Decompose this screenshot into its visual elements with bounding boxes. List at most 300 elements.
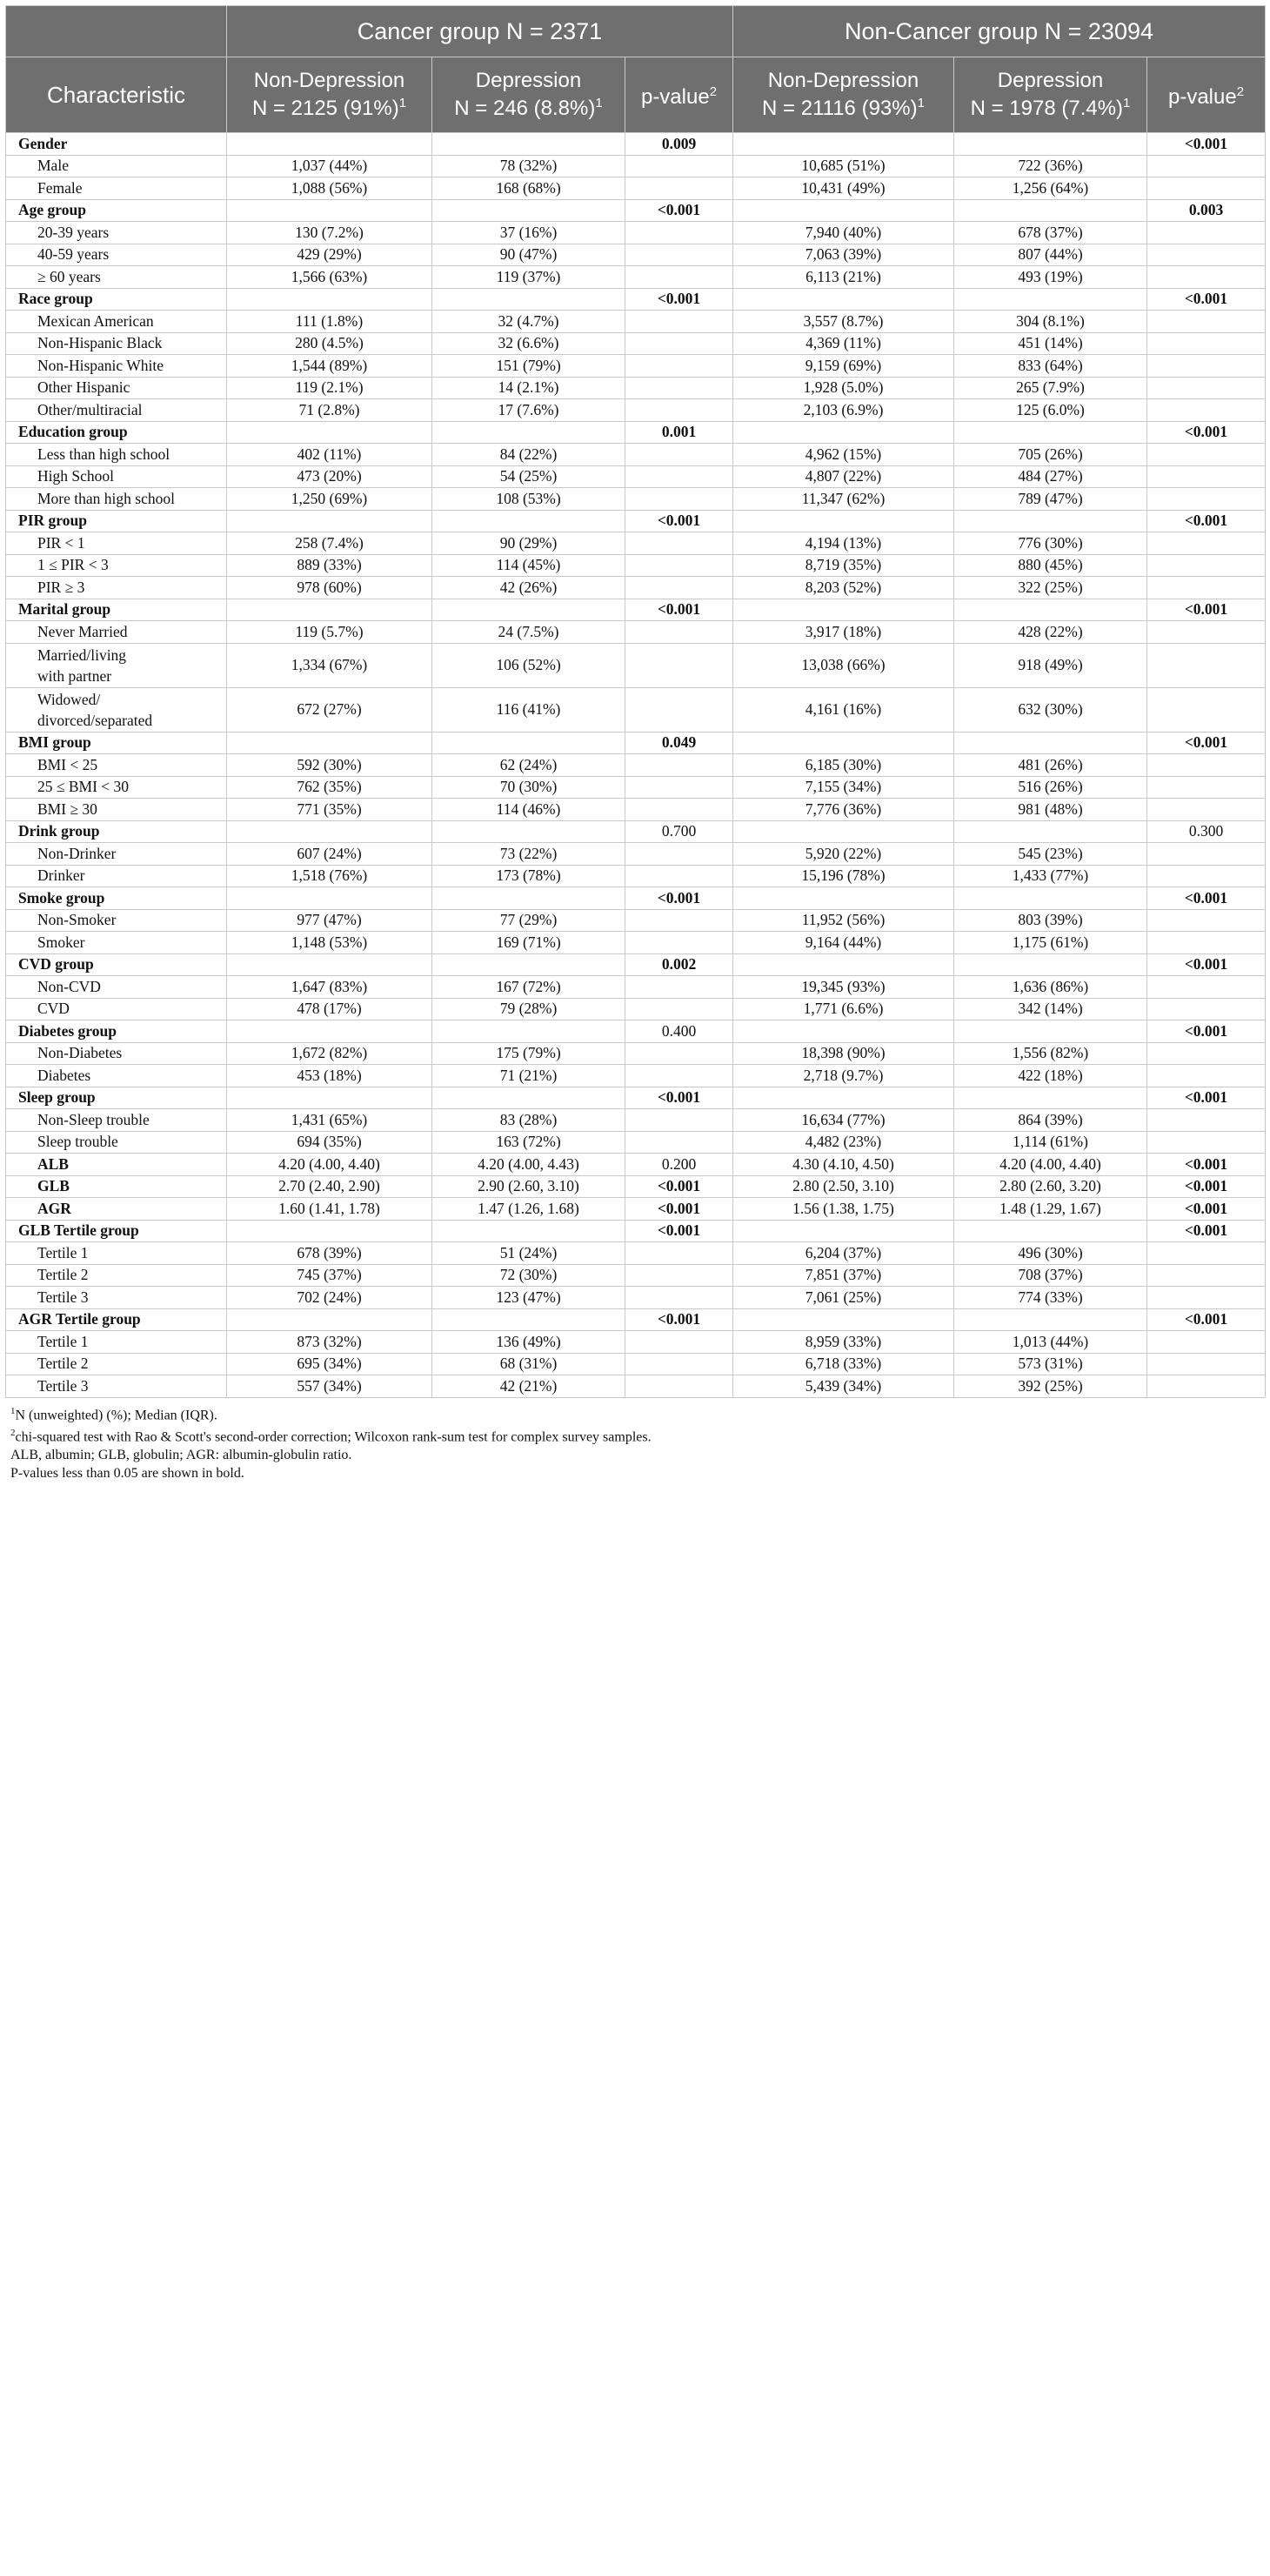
column-header bbox=[227, 57, 432, 133]
value-cell: 6,185 (30%) bbox=[733, 754, 954, 777]
p-value-cell bbox=[625, 799, 733, 821]
p-value-cell bbox=[1147, 554, 1266, 577]
p-value-cell bbox=[625, 1375, 733, 1398]
row-label: Drink group bbox=[6, 820, 227, 843]
table-row bbox=[6, 1154, 1266, 1176]
value-cell bbox=[432, 1308, 625, 1331]
value-cell bbox=[954, 288, 1147, 311]
value-cell: 478 (17%) bbox=[227, 998, 432, 1020]
column-header-title: Depression bbox=[475, 69, 582, 92]
table-row bbox=[6, 1109, 1266, 1132]
p-value-cell bbox=[625, 865, 733, 887]
p-value-cell bbox=[1147, 1131, 1266, 1154]
value-cell: 1,544 (89%) bbox=[227, 355, 432, 378]
value-cell: 889 (33%) bbox=[227, 554, 432, 577]
table-row bbox=[6, 1042, 1266, 1065]
p-value-cell: <0.001 bbox=[1147, 732, 1266, 754]
p-value-cell: <0.001 bbox=[625, 1220, 733, 1242]
p-value-cell bbox=[1147, 444, 1266, 466]
value-cell: 169 (71%) bbox=[432, 932, 625, 954]
value-cell bbox=[432, 599, 625, 621]
table-row bbox=[6, 532, 1266, 555]
value-cell: 493 (19%) bbox=[954, 266, 1147, 289]
p-value-cell bbox=[1147, 799, 1266, 821]
value-cell: 573 (31%) bbox=[954, 1353, 1147, 1375]
value-cell: 9,164 (44%) bbox=[733, 932, 954, 954]
table-row bbox=[6, 1242, 1266, 1265]
value-cell: 168 (68%) bbox=[432, 177, 625, 200]
value-cell: 71 (21%) bbox=[432, 1065, 625, 1087]
value-cell bbox=[432, 199, 625, 222]
row-label: Gender bbox=[6, 133, 227, 156]
table-row bbox=[6, 355, 1266, 378]
p-value-cell: 0.002 bbox=[625, 953, 733, 976]
value-cell: 4.30 (4.10, 4.50) bbox=[733, 1154, 954, 1176]
p-value-cell bbox=[625, 843, 733, 866]
p-value-cell: 0.001 bbox=[625, 421, 733, 444]
column-header bbox=[432, 57, 625, 133]
value-cell: 402 (11%) bbox=[227, 444, 432, 466]
p-value-cell: 0.400 bbox=[625, 1020, 733, 1043]
p-value-cell bbox=[625, 266, 733, 289]
value-cell: 125 (6.0%) bbox=[954, 399, 1147, 422]
p-value-cell bbox=[1147, 577, 1266, 599]
table-row bbox=[6, 1020, 1266, 1043]
value-cell bbox=[733, 820, 954, 843]
row-label: PIR ≥ 3 bbox=[6, 577, 227, 599]
value-cell bbox=[954, 133, 1147, 156]
value-cell: 1,518 (76%) bbox=[227, 865, 432, 887]
value-cell: 167 (72%) bbox=[432, 976, 625, 999]
value-cell: 15,196 (78%) bbox=[733, 865, 954, 887]
p-value-cell bbox=[625, 1109, 733, 1132]
value-cell: 762 (35%) bbox=[227, 776, 432, 799]
value-cell: 119 (5.7%) bbox=[227, 621, 432, 644]
row-label: Male bbox=[6, 155, 227, 177]
footnotes bbox=[5, 1398, 1265, 1483]
row-label-line: Married/living bbox=[37, 646, 127, 664]
p-value-cell bbox=[625, 1287, 733, 1309]
value-cell: 14 (2.1%) bbox=[432, 377, 625, 399]
p-value-cell bbox=[1147, 643, 1266, 687]
row-label: Female bbox=[6, 177, 227, 200]
value-cell: 473 (20%) bbox=[227, 465, 432, 488]
value-cell: 72 (30%) bbox=[432, 1264, 625, 1287]
table-row bbox=[6, 1175, 1266, 1198]
table-row bbox=[6, 1264, 1266, 1287]
value-cell bbox=[954, 887, 1147, 910]
value-cell: 453 (18%) bbox=[227, 1065, 432, 1087]
p-value-cell bbox=[1147, 976, 1266, 999]
p-value-cell bbox=[625, 332, 733, 355]
value-cell: 51 (24%) bbox=[432, 1242, 625, 1265]
value-cell: 123 (47%) bbox=[432, 1287, 625, 1309]
value-cell: 83 (28%) bbox=[432, 1109, 625, 1132]
value-cell: 607 (24%) bbox=[227, 843, 432, 866]
value-cell: 702 (24%) bbox=[227, 1287, 432, 1309]
value-cell bbox=[432, 1020, 625, 1043]
value-cell: 2,718 (9.7%) bbox=[733, 1065, 954, 1087]
value-cell: 981 (48%) bbox=[954, 799, 1147, 821]
value-cell: 1,672 (82%) bbox=[227, 1042, 432, 1065]
value-cell: 2.70 (2.40, 2.90) bbox=[227, 1175, 432, 1198]
value-cell bbox=[954, 732, 1147, 754]
row-label: Non-Sleep trouble bbox=[6, 1109, 227, 1132]
p-value-cell: <0.001 bbox=[625, 1198, 733, 1221]
value-cell: 481 (26%) bbox=[954, 754, 1147, 777]
value-cell: 1,114 (61%) bbox=[954, 1131, 1147, 1154]
value-cell: 803 (39%) bbox=[954, 909, 1147, 932]
row-label: Sleep trouble bbox=[6, 1131, 227, 1154]
row-label: Tertile 1 bbox=[6, 1331, 227, 1354]
row-label: Marital group bbox=[6, 599, 227, 621]
value-cell: 24 (7.5%) bbox=[432, 621, 625, 644]
value-cell: 708 (37%) bbox=[954, 1264, 1147, 1287]
value-cell: 258 (7.4%) bbox=[227, 532, 432, 555]
table-row bbox=[6, 953, 1266, 976]
value-cell: 32 (6.6%) bbox=[432, 332, 625, 355]
row-label: BMI group bbox=[6, 732, 227, 754]
value-cell: 8,719 (35%) bbox=[733, 554, 954, 577]
value-cell bbox=[227, 599, 432, 621]
p-value-cell bbox=[1147, 377, 1266, 399]
value-cell bbox=[954, 820, 1147, 843]
value-cell bbox=[954, 1087, 1147, 1109]
value-cell bbox=[733, 288, 954, 311]
row-label: 25 ≤ BMI < 30 bbox=[6, 776, 227, 799]
table-row bbox=[6, 599, 1266, 621]
p-value-cell: 0.003 bbox=[1147, 199, 1266, 222]
value-cell: 6,718 (33%) bbox=[733, 1353, 954, 1375]
value-cell: 71 (2.8%) bbox=[227, 399, 432, 422]
value-cell: 11,952 (56%) bbox=[733, 909, 954, 932]
row-label: Less than high school bbox=[6, 444, 227, 466]
value-cell: 119 (2.1%) bbox=[227, 377, 432, 399]
value-cell: 516 (26%) bbox=[954, 776, 1147, 799]
table-row bbox=[6, 754, 1266, 777]
p-value-cell bbox=[625, 465, 733, 488]
footnote-marker: 1 bbox=[595, 96, 603, 110]
value-cell: 3,557 (8.7%) bbox=[733, 311, 954, 333]
value-cell: 1,556 (82%) bbox=[954, 1042, 1147, 1065]
row-label bbox=[6, 687, 227, 732]
value-cell bbox=[432, 1087, 625, 1109]
row-label: Other/multiracial bbox=[6, 399, 227, 422]
value-cell: 32 (4.7%) bbox=[432, 311, 625, 333]
value-cell: 429 (29%) bbox=[227, 244, 432, 266]
value-cell: 632 (30%) bbox=[954, 687, 1147, 732]
value-cell: 428 (22%) bbox=[954, 621, 1147, 644]
p-value-cell bbox=[1147, 932, 1266, 954]
column-header bbox=[954, 57, 1147, 133]
p-value-cell bbox=[1147, 1065, 1266, 1087]
row-label: Age group bbox=[6, 199, 227, 222]
value-cell bbox=[954, 510, 1147, 532]
characteristic-header: Characteristic bbox=[6, 57, 227, 133]
value-cell: 7,940 (40%) bbox=[733, 222, 954, 244]
p-value-cell bbox=[625, 776, 733, 799]
value-cell bbox=[432, 510, 625, 532]
p-value-cell: 0.049 bbox=[625, 732, 733, 754]
p-value-cell bbox=[625, 155, 733, 177]
value-cell: 322 (25%) bbox=[954, 577, 1147, 599]
row-label: Non-Hispanic White bbox=[6, 355, 227, 378]
column-header-title: Depression bbox=[997, 69, 1104, 92]
table-header bbox=[6, 6, 1266, 133]
table-row bbox=[6, 1287, 1266, 1309]
value-cell bbox=[954, 421, 1147, 444]
value-cell bbox=[227, 1087, 432, 1109]
row-label: Diabetes bbox=[6, 1065, 227, 1087]
row-label: Tertile 3 bbox=[6, 1375, 227, 1398]
p-value-cell bbox=[625, 687, 733, 732]
table-body bbox=[6, 133, 1266, 1398]
p-value-cell: <0.001 bbox=[1147, 133, 1266, 156]
value-cell bbox=[733, 887, 954, 910]
p-value-cell bbox=[625, 1131, 733, 1154]
value-cell bbox=[733, 1087, 954, 1109]
p-value-cell bbox=[1147, 311, 1266, 333]
row-label: Education group bbox=[6, 421, 227, 444]
value-cell: 392 (25%) bbox=[954, 1375, 1147, 1398]
value-cell: 4,194 (13%) bbox=[733, 532, 954, 555]
value-cell bbox=[227, 288, 432, 311]
p-value-cell bbox=[1147, 1242, 1266, 1265]
value-cell: 79 (28%) bbox=[432, 998, 625, 1020]
row-label: 40-59 years bbox=[6, 244, 227, 266]
value-cell: 1,250 (69%) bbox=[227, 488, 432, 511]
value-cell bbox=[733, 1220, 954, 1242]
p-value-cell: <0.001 bbox=[1147, 1220, 1266, 1242]
value-cell: 545 (23%) bbox=[954, 843, 1147, 866]
column-header-title: p-value bbox=[1167, 85, 1237, 109]
row-label: Never Married bbox=[6, 621, 227, 644]
value-cell: 557 (34%) bbox=[227, 1375, 432, 1398]
value-cell: 114 (46%) bbox=[432, 799, 625, 821]
value-cell bbox=[733, 1308, 954, 1331]
p-value-cell bbox=[1147, 332, 1266, 355]
table-row bbox=[6, 465, 1266, 488]
table-row bbox=[6, 133, 1266, 156]
p-value-cell: <0.001 bbox=[1147, 510, 1266, 532]
table-row bbox=[6, 199, 1266, 222]
table-row bbox=[6, 687, 1266, 732]
value-cell: 108 (53%) bbox=[432, 488, 625, 511]
table-row bbox=[6, 776, 1266, 799]
non-cancer-group-header: Non-Cancer group N = 23094 bbox=[733, 6, 1266, 57]
value-cell: 1,771 (6.6%) bbox=[733, 998, 954, 1020]
p-value-cell bbox=[1147, 687, 1266, 732]
value-cell: 7,851 (37%) bbox=[733, 1264, 954, 1287]
table-row bbox=[6, 510, 1266, 532]
characteristics-table bbox=[5, 5, 1266, 1398]
value-cell: 13,038 (66%) bbox=[733, 643, 954, 687]
row-label: 20-39 years bbox=[6, 222, 227, 244]
table-row bbox=[6, 1220, 1266, 1242]
value-cell bbox=[954, 1020, 1147, 1043]
row-label: Smoker bbox=[6, 932, 227, 954]
value-cell: 37 (16%) bbox=[432, 222, 625, 244]
value-cell: 4,807 (22%) bbox=[733, 465, 954, 488]
value-cell bbox=[733, 133, 954, 156]
value-cell bbox=[227, 953, 432, 976]
value-cell: 8,959 (33%) bbox=[733, 1331, 954, 1354]
value-cell: 17 (7.6%) bbox=[432, 399, 625, 422]
column-header-n: N = 246 (8.8%) bbox=[454, 97, 596, 120]
p-value-cell bbox=[625, 554, 733, 577]
row-label: AGR Tertile group bbox=[6, 1308, 227, 1331]
p-value-cell: 0.009 bbox=[625, 133, 733, 156]
value-cell: 11,347 (62%) bbox=[733, 488, 954, 511]
value-cell: 119 (37%) bbox=[432, 266, 625, 289]
value-cell bbox=[432, 421, 625, 444]
table-row bbox=[6, 554, 1266, 577]
value-cell: 304 (8.1%) bbox=[954, 311, 1147, 333]
value-cell: 5,920 (22%) bbox=[733, 843, 954, 866]
p-value-cell: <0.001 bbox=[625, 510, 733, 532]
value-cell: 10,685 (51%) bbox=[733, 155, 954, 177]
table-row bbox=[6, 799, 1266, 821]
p-value-cell bbox=[1147, 532, 1266, 555]
table-row bbox=[6, 976, 1266, 999]
row-label: PIR < 1 bbox=[6, 532, 227, 555]
value-cell: 1,431 (65%) bbox=[227, 1109, 432, 1132]
value-cell: 705 (26%) bbox=[954, 444, 1147, 466]
p-value-cell bbox=[625, 355, 733, 378]
value-cell bbox=[954, 599, 1147, 621]
value-cell bbox=[227, 887, 432, 910]
value-cell: 774 (33%) bbox=[954, 1287, 1147, 1309]
column-header-n: N = 21116 (93%) bbox=[762, 97, 918, 120]
value-cell: 106 (52%) bbox=[432, 643, 625, 687]
value-cell: 175 (79%) bbox=[432, 1042, 625, 1065]
p-value-cell bbox=[625, 222, 733, 244]
footnote-text: N (unweighted) (%); Median (IQR). bbox=[15, 1407, 217, 1422]
footnote-marker: 2 bbox=[709, 84, 718, 99]
value-cell: 10,431 (49%) bbox=[733, 177, 954, 200]
value-cell: 4,962 (15%) bbox=[733, 444, 954, 466]
p-value-cell: <0.001 bbox=[1147, 1087, 1266, 1109]
p-value-cell: <0.001 bbox=[1147, 1154, 1266, 1176]
footnote-text: P-values less than 0.05 are shown in bold. bbox=[10, 1466, 244, 1482]
p-value-cell: 0.700 bbox=[625, 820, 733, 843]
value-cell: 722 (36%) bbox=[954, 155, 1147, 177]
value-cell: 6,113 (21%) bbox=[733, 266, 954, 289]
value-cell: 496 (30%) bbox=[954, 1242, 1147, 1265]
p-value-cell bbox=[625, 998, 733, 1020]
table-row bbox=[6, 421, 1266, 444]
value-cell: 672 (27%) bbox=[227, 687, 432, 732]
row-label: BMI < 25 bbox=[6, 754, 227, 777]
value-cell bbox=[733, 599, 954, 621]
value-cell bbox=[954, 953, 1147, 976]
table-row bbox=[6, 865, 1266, 887]
value-cell: 173 (78%) bbox=[432, 865, 625, 887]
p-value-cell bbox=[625, 1042, 733, 1065]
value-cell: 678 (39%) bbox=[227, 1242, 432, 1265]
value-cell: 2.80 (2.60, 3.20) bbox=[954, 1175, 1147, 1198]
p-value-cell bbox=[625, 976, 733, 999]
p-value-cell: <0.001 bbox=[1147, 288, 1266, 311]
value-cell bbox=[432, 820, 625, 843]
table-row bbox=[6, 488, 1266, 511]
value-cell bbox=[733, 510, 954, 532]
value-cell: 62 (24%) bbox=[432, 754, 625, 777]
footnote-marker: 1 bbox=[398, 96, 407, 110]
table-row bbox=[6, 621, 1266, 644]
p-value-cell: <0.001 bbox=[1147, 1175, 1266, 1198]
row-label: CVD bbox=[6, 998, 227, 1020]
p-value-cell bbox=[1147, 1353, 1266, 1375]
row-label: Tertile 2 bbox=[6, 1353, 227, 1375]
value-cell: 1,433 (77%) bbox=[954, 865, 1147, 887]
column-header bbox=[625, 57, 733, 133]
row-label: Tertile 1 bbox=[6, 1242, 227, 1265]
p-value-cell: <0.001 bbox=[625, 1175, 733, 1198]
p-value-cell bbox=[625, 377, 733, 399]
p-value-cell: <0.001 bbox=[1147, 599, 1266, 621]
value-cell: 1,256 (64%) bbox=[954, 177, 1147, 200]
p-value-cell bbox=[1147, 621, 1266, 644]
p-value-cell: <0.001 bbox=[625, 1087, 733, 1109]
value-cell: 1,088 (56%) bbox=[227, 177, 432, 200]
p-value-cell bbox=[1147, 155, 1266, 177]
value-cell bbox=[954, 1220, 1147, 1242]
value-cell: 7,063 (39%) bbox=[733, 244, 954, 266]
row-label: Diabetes group bbox=[6, 1020, 227, 1043]
row-label: GLB Tertile group bbox=[6, 1220, 227, 1242]
footnote-line bbox=[10, 1464, 1265, 1482]
p-value-cell bbox=[625, 1331, 733, 1354]
value-cell bbox=[954, 1308, 1147, 1331]
value-cell bbox=[733, 953, 954, 976]
value-cell: 873 (32%) bbox=[227, 1331, 432, 1354]
p-value-cell bbox=[1147, 355, 1266, 378]
table-row bbox=[6, 1331, 1266, 1354]
value-cell: 265 (7.9%) bbox=[954, 377, 1147, 399]
column-header-n: N = 1978 (7.4%) bbox=[970, 97, 1124, 120]
column-header-title: Non-Depression bbox=[767, 69, 919, 92]
table-row bbox=[6, 1375, 1266, 1398]
table-row bbox=[6, 732, 1266, 754]
value-cell: 7,155 (34%) bbox=[733, 776, 954, 799]
footnote-marker: 1 bbox=[1123, 96, 1131, 110]
value-cell bbox=[227, 421, 432, 444]
row-label-line: Widowed/ bbox=[37, 690, 101, 708]
value-cell bbox=[227, 510, 432, 532]
footnote-line bbox=[10, 1424, 1265, 1446]
row-label: ALB bbox=[6, 1154, 227, 1176]
column-header-title: p-value bbox=[640, 85, 710, 109]
value-cell: 771 (35%) bbox=[227, 799, 432, 821]
value-cell: 78 (32%) bbox=[432, 155, 625, 177]
p-value-cell bbox=[1147, 1331, 1266, 1354]
value-cell: 1.47 (1.26, 1.68) bbox=[432, 1198, 625, 1221]
table-row bbox=[6, 1198, 1266, 1221]
table-row bbox=[6, 377, 1266, 399]
value-cell: 5,439 (34%) bbox=[733, 1375, 954, 1398]
value-cell bbox=[227, 1020, 432, 1043]
value-cell: 1,037 (44%) bbox=[227, 155, 432, 177]
value-cell: 1,334 (67%) bbox=[227, 643, 432, 687]
row-label: Tertile 3 bbox=[6, 1287, 227, 1309]
footnote-line bbox=[10, 1446, 1265, 1464]
p-value-cell bbox=[1147, 465, 1266, 488]
value-cell: 130 (7.2%) bbox=[227, 222, 432, 244]
value-cell: 6,204 (37%) bbox=[733, 1242, 954, 1265]
p-value-cell: 0.200 bbox=[625, 1154, 733, 1176]
value-cell: 695 (34%) bbox=[227, 1353, 432, 1375]
